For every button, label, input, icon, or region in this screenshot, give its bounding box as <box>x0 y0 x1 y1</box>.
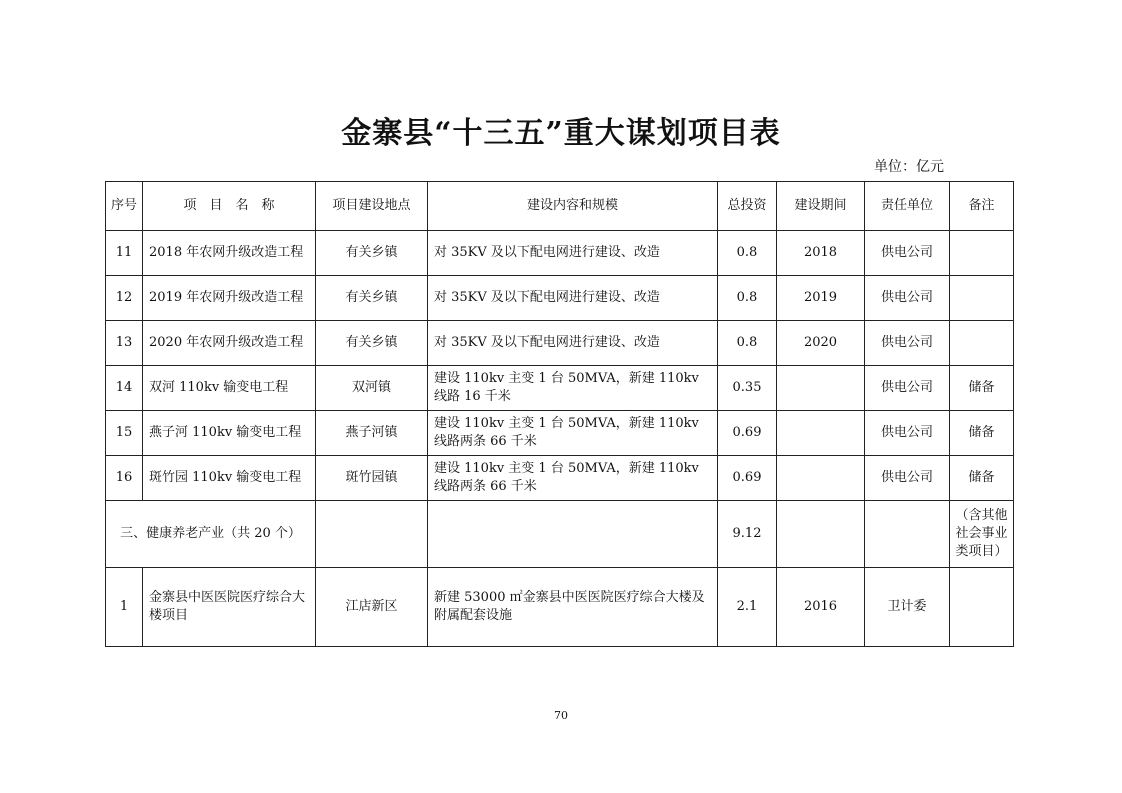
cell-seq: 14 <box>106 366 143 411</box>
cell-remarks: 储备 <box>950 456 1014 501</box>
header-period: 建设期间 <box>777 182 865 231</box>
cell-content: 建设 110kv 主变 1 台 50MVA，新建 110kv 线路 16 千米 <box>428 366 718 411</box>
cell-name: 金寨县中医医院医疗综合大楼项目 <box>143 568 316 647</box>
cell-seq: 13 <box>106 321 143 366</box>
cell-content: 建设 110kv 主变 1 台 50MVA，新建 110kv 线路两条 66 千米 <box>428 411 718 456</box>
cell-remarks: 储备 <box>950 411 1014 456</box>
cell-remarks <box>950 231 1014 276</box>
unit-label: 单位：亿元 <box>874 159 944 175</box>
cell-seq: 15 <box>106 411 143 456</box>
document-title: 金寨县“十三五”重大谋划项目表 <box>341 116 781 151</box>
cell-investment: 2.1 <box>718 568 777 647</box>
cell-period: 2019 <box>777 276 865 321</box>
section-remarks: （含其他社会事业类项目） <box>950 501 1014 568</box>
cell-location: 斑竹园镇 <box>316 456 428 501</box>
cell-remarks <box>950 276 1014 321</box>
table-row <box>106 231 1014 276</box>
header-investment: 总投资 <box>718 182 777 231</box>
cell-seq: 1 <box>106 568 143 647</box>
cell-content: 对 35KV 及以下配电网进行建设、改造 <box>428 321 718 366</box>
cell-name: 2019 年农网升级改造工程 <box>143 276 316 321</box>
cell-investment: 0.8 <box>718 276 777 321</box>
table-row <box>106 366 1014 411</box>
cell-unit: 供电公司 <box>865 276 950 321</box>
page-number: 70 <box>554 709 568 722</box>
cell-seq: 12 <box>106 276 143 321</box>
header-content: 建设内容和规模 <box>428 182 718 231</box>
cell-period: 2018 <box>777 231 865 276</box>
header-location: 项目建设地点 <box>316 182 428 231</box>
cell-name: 斑竹园 110kv 输变电工程 <box>143 456 316 501</box>
header-unit: 责任单位 <box>865 182 950 231</box>
projects-table <box>105 181 1014 647</box>
cell-remarks <box>950 568 1014 647</box>
cell-investment: 0.69 <box>718 411 777 456</box>
cell-seq: 11 <box>106 231 143 276</box>
cell-period <box>777 501 865 568</box>
cell-investment: 0.8 <box>718 321 777 366</box>
cell-content: 对 35KV 及以下配电网进行建设、改造 <box>428 276 718 321</box>
cell-remarks: 储备 <box>950 366 1014 411</box>
table-row <box>106 321 1014 366</box>
section-investment: 9.12 <box>718 501 777 568</box>
cell-period <box>777 366 865 411</box>
cell-location: 有关乡镇 <box>316 321 428 366</box>
table-row <box>106 568 1014 647</box>
cell-location: 江店新区 <box>316 568 428 647</box>
cell-location: 双河镇 <box>316 366 428 411</box>
cell-content <box>428 501 718 568</box>
section-label: 三、健康养老产业（共 20 个） <box>106 501 316 568</box>
table-row <box>106 276 1014 321</box>
cell-name: 2020 年农网升级改造工程 <box>143 321 316 366</box>
cell-unit: 卫计委 <box>865 568 950 647</box>
cell-location <box>316 501 428 568</box>
cell-period: 2020 <box>777 321 865 366</box>
cell-location: 有关乡镇 <box>316 276 428 321</box>
table-row <box>106 411 1014 456</box>
header-name: 项 目 名 称 <box>143 182 316 231</box>
cell-name: 2018 年农网升级改造工程 <box>143 231 316 276</box>
table-row <box>106 456 1014 501</box>
cell-investment: 0.35 <box>718 366 777 411</box>
section-row <box>106 501 1014 568</box>
cell-content: 新建 53000 ㎡金寨县中医医院医疗综合大楼及附属配套设施 <box>428 568 718 647</box>
cell-period: 2016 <box>777 568 865 647</box>
cell-unit <box>865 501 950 568</box>
cell-investment: 0.8 <box>718 231 777 276</box>
cell-content: 建设 110kv 主变 1 台 50MVA，新建 110kv 线路两条 66 千米 <box>428 456 718 501</box>
cell-period <box>777 456 865 501</box>
cell-unit: 供电公司 <box>865 321 950 366</box>
cell-location: 燕子河镇 <box>316 411 428 456</box>
cell-location: 有关乡镇 <box>316 231 428 276</box>
cell-unit: 供电公司 <box>865 411 950 456</box>
cell-name: 双河 110kv 输变电工程 <box>143 366 316 411</box>
cell-period <box>777 411 865 456</box>
cell-unit: 供电公司 <box>865 231 950 276</box>
header-seq: 序号 <box>106 182 143 231</box>
cell-unit: 供电公司 <box>865 366 950 411</box>
cell-unit: 供电公司 <box>865 456 950 501</box>
cell-content: 对 35KV 及以下配电网进行建设、改造 <box>428 231 718 276</box>
header-remarks: 备注 <box>950 182 1014 231</box>
cell-name: 燕子河 110kv 输变电工程 <box>143 411 316 456</box>
cell-investment: 0.69 <box>718 456 777 501</box>
cell-seq: 16 <box>106 456 143 501</box>
table-header-row <box>106 182 1014 231</box>
cell-remarks <box>950 321 1014 366</box>
